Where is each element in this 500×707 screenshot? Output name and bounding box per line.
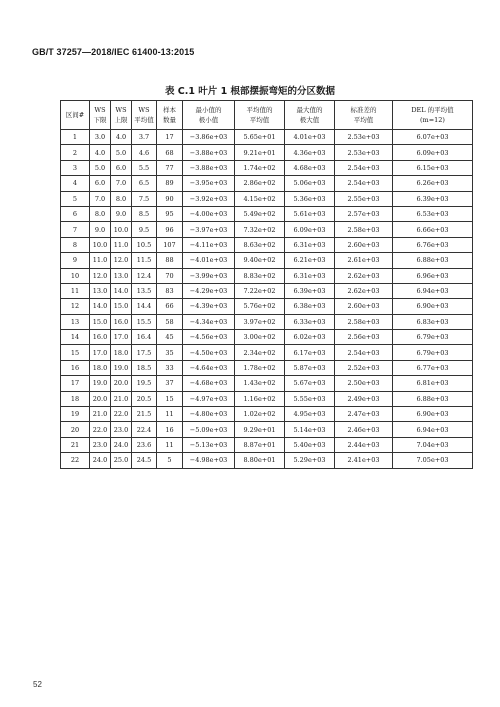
column-header-line: 样本 <box>163 106 176 114</box>
table-cell: 33 <box>157 360 183 375</box>
table-cell: −5.09e+03 <box>183 422 235 437</box>
table-cell: −4.50e+03 <box>183 345 235 360</box>
table-cell: 22.0 <box>90 422 111 437</box>
table-cell: 2.44e+03 <box>335 437 393 452</box>
data-table <box>60 100 473 469</box>
table-cell: 7.05e+03 <box>393 453 473 468</box>
table-cell: 12.0 <box>111 253 132 268</box>
table-cell: 2.47e+03 <box>335 407 393 422</box>
table-cell: 20.0 <box>90 391 111 406</box>
table-cell: 45 <box>157 330 183 345</box>
table-cell: 5 <box>61 191 90 206</box>
table-cell: −3.92e+03 <box>183 191 235 206</box>
table-cell: 19.0 <box>90 376 111 391</box>
column-header-line: 平均值的 <box>246 106 273 114</box>
table-cell: 5.55e+03 <box>285 391 335 406</box>
table-cell: 9.0 <box>111 206 132 221</box>
table-header <box>61 101 473 130</box>
table-cell: 8.63e+02 <box>235 237 285 252</box>
table-cell: 2.57e+03 <box>335 206 393 221</box>
table-cell: 9.40e+02 <box>235 253 285 268</box>
table-cell: 16.0 <box>90 330 111 345</box>
table-cell: −3.88e+03 <box>183 160 235 175</box>
table-cell: 24.5 <box>132 453 157 468</box>
table-cell: 1.16e+02 <box>235 391 285 406</box>
table-cell: 14.4 <box>132 299 157 314</box>
table-cell: 6.90e+03 <box>393 299 473 314</box>
table-cell: −4.98e+03 <box>183 453 235 468</box>
table-cell: 11.5 <box>132 253 157 268</box>
column-header <box>393 101 473 130</box>
table-row <box>61 237 473 252</box>
table-cell: 9 <box>61 253 90 268</box>
table-cell: 2.50e+03 <box>335 376 393 391</box>
table-cell: 6.15e+03 <box>393 160 473 175</box>
table-cell: 17 <box>157 130 183 145</box>
table-cell: 13.5 <box>132 283 157 298</box>
table-cell: 95 <box>157 206 183 221</box>
table-cell: 13 <box>61 314 90 329</box>
table-cell: 6.76e+03 <box>393 237 473 252</box>
table-cell: 4.68e+03 <box>285 160 335 175</box>
table-cell: 13.0 <box>111 268 132 283</box>
table-cell: 6.21e+03 <box>285 253 335 268</box>
table-row <box>61 145 473 160</box>
table-cell: 6.39e+03 <box>285 283 335 298</box>
column-header-line: 最小值的 <box>195 106 222 114</box>
column-header-line: 极小值 <box>198 116 219 124</box>
table-cell: 2.60e+03 <box>335 299 393 314</box>
table-cell: 107 <box>157 237 183 252</box>
table-cell: 22 <box>61 453 90 468</box>
table-cell: 66 <box>157 299 183 314</box>
table-cell: 5.5 <box>132 160 157 175</box>
table-cell: −4.68e+03 <box>183 376 235 391</box>
table-cell: −3.88e+03 <box>183 145 235 160</box>
table-cell: 6.0 <box>90 176 111 191</box>
table-row <box>61 391 473 406</box>
table-cell: 70 <box>157 268 183 283</box>
table-cell: 19.5 <box>132 376 157 391</box>
table-cell: 2.41e+03 <box>335 453 393 468</box>
column-header-line: 下限 <box>93 116 107 124</box>
table-cell: 24.0 <box>111 437 132 452</box>
table-cell: 6.96e+03 <box>393 268 473 283</box>
table-cell: 2 <box>61 145 90 160</box>
table-cell: −3.86e+03 <box>183 130 235 145</box>
table-cell: 89 <box>157 176 183 191</box>
table-cell: −4.11e+03 <box>183 237 235 252</box>
table-cell: 2.58e+03 <box>335 314 393 329</box>
table-cell: 2.54e+03 <box>335 160 393 175</box>
table-cell: 4.0 <box>90 145 111 160</box>
table-cell: 77 <box>157 160 183 175</box>
table-cell: 88 <box>157 253 183 268</box>
table-cell: 8.5 <box>132 206 157 221</box>
column-header-line: 上限 <box>114 116 128 124</box>
table-cell: 4 <box>61 176 90 191</box>
column-header <box>132 101 157 130</box>
table-row <box>61 407 473 422</box>
table-cell: 21.5 <box>132 407 157 422</box>
table-cell: 6 <box>61 206 90 221</box>
header-row <box>61 101 473 130</box>
table-cell: 83 <box>157 283 183 298</box>
table-cell: 23.0 <box>90 437 111 452</box>
table-cell: 6.77e+03 <box>393 360 473 375</box>
table-cell: −4.29e+03 <box>183 283 235 298</box>
table-cell: 1.02e+02 <box>235 407 285 422</box>
table-cell: 2.58e+03 <box>335 222 393 237</box>
table-cell: 14.0 <box>90 299 111 314</box>
table-cell: 7.04e+03 <box>393 437 473 452</box>
table-cell: 22.4 <box>132 422 157 437</box>
column-header <box>335 101 393 130</box>
table-cell: 6.79e+03 <box>393 330 473 345</box>
table-cell: 15.0 <box>111 299 132 314</box>
table-cell: 6.39e+03 <box>393 191 473 206</box>
column-header-line: WS <box>115 106 127 114</box>
table-cell: 2.53e+03 <box>335 130 393 145</box>
table-cell: 8.80e+01 <box>235 453 285 468</box>
column-header-line: WS <box>138 106 150 114</box>
table-cell: 6.17e+03 <box>285 345 335 360</box>
table-cell: 5.14e+03 <box>285 422 335 437</box>
table-cell: 5.67e+03 <box>285 376 335 391</box>
table-cell: 8.83e+02 <box>235 268 285 283</box>
column-header-line: 极大值 <box>299 116 320 124</box>
table-cell: 9.29e+01 <box>235 422 285 437</box>
table-cell: 18.0 <box>90 360 111 375</box>
table-row <box>61 253 473 268</box>
table-cell: 96 <box>157 222 183 237</box>
table-cell: 9.0 <box>90 222 111 237</box>
table-cell: 15 <box>157 391 183 406</box>
table-row <box>61 422 473 437</box>
table-cell: 2.56e+03 <box>335 330 393 345</box>
table-cell: 3.97e+02 <box>235 314 285 329</box>
table-cell: 4.36e+03 <box>285 145 335 160</box>
table-cell: 7.5 <box>132 191 157 206</box>
table-cell: 21.0 <box>111 391 132 406</box>
table-cell: 16 <box>157 422 183 437</box>
column-header-line: 平均值 <box>353 116 374 124</box>
table-cell: 3.0 <box>90 130 111 145</box>
table-cell: 6.26e+03 <box>393 176 473 191</box>
table-cell: −3.95e+03 <box>183 176 235 191</box>
table-cell: 5.29e+03 <box>285 453 335 468</box>
table-cell: 1.78e+02 <box>235 360 285 375</box>
table-cell: 6.09e+03 <box>393 145 473 160</box>
table-body <box>61 130 473 469</box>
table-cell: 5.36e+03 <box>285 191 335 206</box>
table-cell: 20.0 <box>111 376 132 391</box>
table-cell: 2.53e+03 <box>335 145 393 160</box>
table-cell: 16.4 <box>132 330 157 345</box>
table-cell: −4.34e+03 <box>183 314 235 329</box>
column-header-line: 平均值 <box>134 116 154 124</box>
table-cell: 17 <box>61 376 90 391</box>
table-row <box>61 330 473 345</box>
table-cell: 11.0 <box>111 237 132 252</box>
table-cell: 17.0 <box>111 330 132 345</box>
table-cell: 6.83e+03 <box>393 314 473 329</box>
table-cell: 10.5 <box>132 237 157 252</box>
table-row <box>61 360 473 375</box>
table-row <box>61 376 473 391</box>
table-row <box>61 283 473 298</box>
document-header: GB/T 37257—2018/IEC 61400-13:2015 <box>32 47 195 57</box>
table-cell: 6.88e+03 <box>393 253 473 268</box>
table-cell: 5.0 <box>111 145 132 160</box>
table-cell: 5.87e+03 <box>285 360 335 375</box>
table-cell: 23.0 <box>111 422 132 437</box>
table-cell: 2.62e+03 <box>335 283 393 298</box>
column-header-line: 区间# <box>65 111 85 119</box>
table-cell: 6.90e+03 <box>393 407 473 422</box>
table-cell: −3.97e+03 <box>183 222 235 237</box>
column-header-line: (m=12) <box>420 116 445 124</box>
table-cell: 25.0 <box>111 453 132 468</box>
table-cell: −4.64e+03 <box>183 360 235 375</box>
table-cell: 6.31e+03 <box>285 237 335 252</box>
table-row <box>61 437 473 452</box>
table-cell: 9.21e+01 <box>235 145 285 160</box>
table-cell: 2.49e+03 <box>335 391 393 406</box>
table-cell: 9.5 <box>132 222 157 237</box>
table-cell: 4.95e+03 <box>285 407 335 422</box>
table-cell: 24.0 <box>90 453 111 468</box>
table-cell: 6.5 <box>132 176 157 191</box>
column-header-line: 数量 <box>163 116 176 124</box>
table-cell: 6.07e+03 <box>393 130 473 145</box>
table-cell: 11 <box>157 437 183 452</box>
table-cell: 8.0 <box>90 206 111 221</box>
column-header-line: 最大值的 <box>296 106 323 114</box>
table-cell: 21.0 <box>90 407 111 422</box>
table-cell: 6.0 <box>111 160 132 175</box>
table-cell: 2.46e+03 <box>335 422 393 437</box>
table-cell: 1.74e+02 <box>235 160 285 175</box>
table-cell: −4.01e+03 <box>183 253 235 268</box>
table-row <box>61 176 473 191</box>
table-cell: 12.4 <box>132 268 157 283</box>
table-cell: 2.60e+03 <box>335 237 393 252</box>
table-cell: 5.49e+02 <box>235 206 285 221</box>
column-header <box>90 101 111 130</box>
column-header-line: 平均值 <box>249 116 270 124</box>
table-cell: 4.15e+02 <box>235 191 285 206</box>
table-cell: 2.55e+03 <box>335 191 393 206</box>
table-cell: 37 <box>157 376 183 391</box>
table-row <box>61 345 473 360</box>
table-cell: 11.0 <box>90 253 111 268</box>
table-cell: 21 <box>61 437 90 452</box>
table-cell: 16 <box>61 360 90 375</box>
table-row <box>61 222 473 237</box>
page-number: 52 <box>33 680 42 689</box>
table-cell: 2.54e+03 <box>335 345 393 360</box>
table-cell: 4.0 <box>111 130 132 145</box>
table-cell: 4.6 <box>132 145 157 160</box>
table-cell: 6.09e+03 <box>285 222 335 237</box>
table-cell: 1.43e+02 <box>235 376 285 391</box>
table-cell: 3 <box>61 160 90 175</box>
table-cell: 7.0 <box>90 191 111 206</box>
table-row <box>61 130 473 145</box>
table-cell: 2.61e+03 <box>335 253 393 268</box>
table-cell: 68 <box>157 145 183 160</box>
table-cell: 12 <box>61 299 90 314</box>
table-row <box>61 453 473 468</box>
column-header <box>183 101 235 130</box>
table-cell: 5.76e+02 <box>235 299 285 314</box>
table-cell: 1 <box>61 130 90 145</box>
table-cell: −3.99e+03 <box>183 268 235 283</box>
table-row <box>61 160 473 175</box>
table-cell: 11 <box>61 283 90 298</box>
column-header-line: DEL 的平均值 <box>411 106 454 114</box>
table-cell: 18.0 <box>111 345 132 360</box>
table-cell: 19 <box>61 407 90 422</box>
table-cell: −4.80e+03 <box>183 407 235 422</box>
column-header <box>157 101 183 130</box>
table-cell: 10.0 <box>90 237 111 252</box>
table-cell: 20.5 <box>132 391 157 406</box>
table-cell: 6.66e+03 <box>393 222 473 237</box>
table-cell: 15.5 <box>132 314 157 329</box>
table-cell: 18.5 <box>132 360 157 375</box>
table-cell: 15 <box>61 345 90 360</box>
column-header-line: WS <box>94 106 106 114</box>
table-cell: 17.5 <box>132 345 157 360</box>
table-row <box>61 314 473 329</box>
table-row <box>61 206 473 221</box>
table-cell: 58 <box>157 314 183 329</box>
table-row <box>61 268 473 283</box>
table-cell: 6.79e+03 <box>393 345 473 360</box>
table-cell: 6.33e+03 <box>285 314 335 329</box>
column-header <box>111 101 132 130</box>
table-cell: 7.22e+02 <box>235 283 285 298</box>
table-cell: 7.32e+02 <box>235 222 285 237</box>
table-cell: 35 <box>157 345 183 360</box>
table-cell: 7 <box>61 222 90 237</box>
table-cell: 11 <box>157 407 183 422</box>
table-cell: 12.0 <box>90 268 111 283</box>
table-cell: 6.94e+03 <box>393 283 473 298</box>
table-cell: 3.00e+02 <box>235 330 285 345</box>
table-cell: 5.65e+01 <box>235 130 285 145</box>
table-cell: 2.52e+03 <box>335 360 393 375</box>
table-cell: 2.34e+02 <box>235 345 285 360</box>
table-cell: 18 <box>61 391 90 406</box>
table-cell: 4.01e+03 <box>285 130 335 145</box>
table-cell: 6.88e+03 <box>393 391 473 406</box>
table-cell: 2.86e+02 <box>235 176 285 191</box>
table-row <box>61 299 473 314</box>
table-cell: 14 <box>61 330 90 345</box>
table-cell: −4.00e+03 <box>183 206 235 221</box>
table-cell: 22.0 <box>111 407 132 422</box>
table-cell: 5.06e+03 <box>285 176 335 191</box>
table-cell: 6.53e+03 <box>393 206 473 221</box>
table-cell: 6.02e+03 <box>285 330 335 345</box>
table-cell: −4.39e+03 <box>183 299 235 314</box>
table-cell: 5 <box>157 453 183 468</box>
table-cell: 8 <box>61 237 90 252</box>
table-title: 表 C.1 叶片 1 根部摆振弯矩的分区数据 <box>164 86 336 97</box>
table-cell: 2.54e+03 <box>335 176 393 191</box>
table-cell: −5.13e+03 <box>183 437 235 452</box>
table-cell: −4.97e+03 <box>183 391 235 406</box>
table-cell: 14.0 <box>111 283 132 298</box>
table-cell: −4.56e+03 <box>183 330 235 345</box>
table-cell: 3.7 <box>132 130 157 145</box>
table-cell: 5.61e+03 <box>285 206 335 221</box>
table-cell: 17.0 <box>90 345 111 360</box>
table-cell: 5.40e+03 <box>285 437 335 452</box>
column-header <box>235 101 285 130</box>
table-cell: 6.38e+03 <box>285 299 335 314</box>
table-cell: 16.0 <box>111 314 132 329</box>
table-cell: 6.81e+03 <box>393 376 473 391</box>
table-cell: 23.6 <box>132 437 157 452</box>
column-header <box>285 101 335 130</box>
table-cell: 8.87e+01 <box>235 437 285 452</box>
table-cell: 15.0 <box>90 314 111 329</box>
table-cell: 8.0 <box>111 191 132 206</box>
table-row <box>61 191 473 206</box>
table-cell: 20 <box>61 422 90 437</box>
table-cell: 10 <box>61 268 90 283</box>
table-cell: 6.31e+03 <box>285 268 335 283</box>
table-cell: 2.62e+03 <box>335 268 393 283</box>
table-cell: 7.0 <box>111 176 132 191</box>
table-cell: 10.0 <box>111 222 132 237</box>
table-cell: 5.0 <box>90 160 111 175</box>
table-cell: 90 <box>157 191 183 206</box>
table-cell: 19.0 <box>111 360 132 375</box>
table-cell: 6.94e+03 <box>393 422 473 437</box>
table-cell: 13.0 <box>90 283 111 298</box>
column-header <box>61 101 90 130</box>
column-header-line: 标准差的 <box>350 106 377 114</box>
